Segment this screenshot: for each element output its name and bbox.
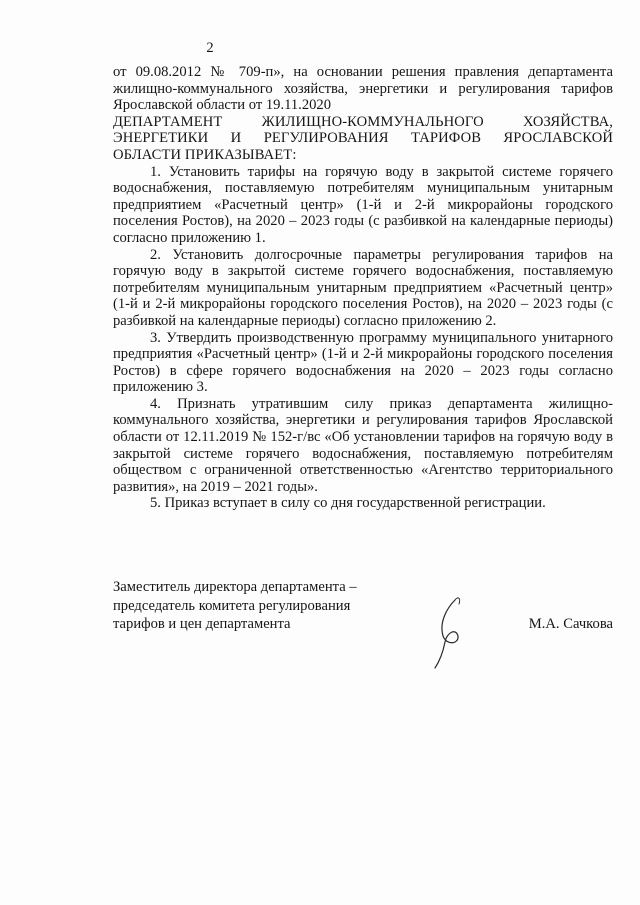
page-number: 2 [206,40,214,56]
order-heading [113,114,613,164]
order-item-5: 5. Приказ вступает в силу со дня государственной регистрации. [150,495,546,512]
heading-line-2: ЭНЕРГЕТИКИ И РЕГУЛИРОВАНИЯ ТАРИФОВ ЯРОСЛАВСКОЙ [113,130,613,147]
signatory-name: М.А. Сачкова [528,616,613,632]
order-item-1: 1. Установить тарифы на горячую воду в закрытой системе горячего водоснабжения, поставляемую потребителям муниципальным унитарным предприятием «Расчетный центр» (1-й и 2-й микрорайоны городского поселения Ростов), на 2020 – 2023 годы (с разбивкой на календарные периоды) согласно приложению 1. [113,163,613,246]
order-item-2: 2. Установить долгосрочные параметры регулирования тарифов на горячую воду в закрытой системе горячего водоснабжения, поставляемую потребителям муниципальным унитарным предприятием «Расчетный центр» (1-й и 2-й микрорайоны городского поселения Ростов), на 2020 – 2023 годы (с разбивкой на календарные периоды) согласно приложению 2. [113,246,613,329]
order-item-4: 4. Признать утратившим силу приказ департамента жилищно-коммунального хозяйства, энергетики и регулирования тарифов Ярославской области от 12.11.2019 № 152-г/вс «Об установлении тарифов на горячую воду в закрытой системе горячего водоснабжения, поставляемую потребителям обществом с ограниченной ответственностью «Агентство территориального развития», на 2019 – 2021 годы». [113,395,613,495]
document-body [113,64,613,512]
signature-block [113,578,613,634]
order-item-3: 3. Утвердить производственную программу муниципального унитарного предприятия «Расчетный центр» (1-й и 2-й микрорайоны городского поселения Ростов) в сфере горячего водоснабжения на 2020 – 2023 годы согласно приложению 3. [113,329,613,396]
signatory-title-line-2: председатель комитета регулирования [113,597,351,614]
preamble-paragraph: от 09.08.2012 № 709-п», на основании решения правления департамента жилищно-коммунального хозяйства, энергетики и регулирования тарифов Ярославской области от 19.11.2020 [113,64,613,114]
signatory-title-line-3: тарифов и цен департамента [113,616,291,632]
handwritten-signature [425,592,475,672]
signatory-title-line-1: Заместитель директора департамента – [113,579,357,595]
heading-line-1: ДЕПАРТАМЕНТ ЖИЛИЩНО-КОММУНАЛЬНОГО ХОЗЯЙСТВА, [113,113,613,130]
heading-line-3: ОБЛАСТИ ПРИКАЗЫВАЕТ: [113,146,297,163]
